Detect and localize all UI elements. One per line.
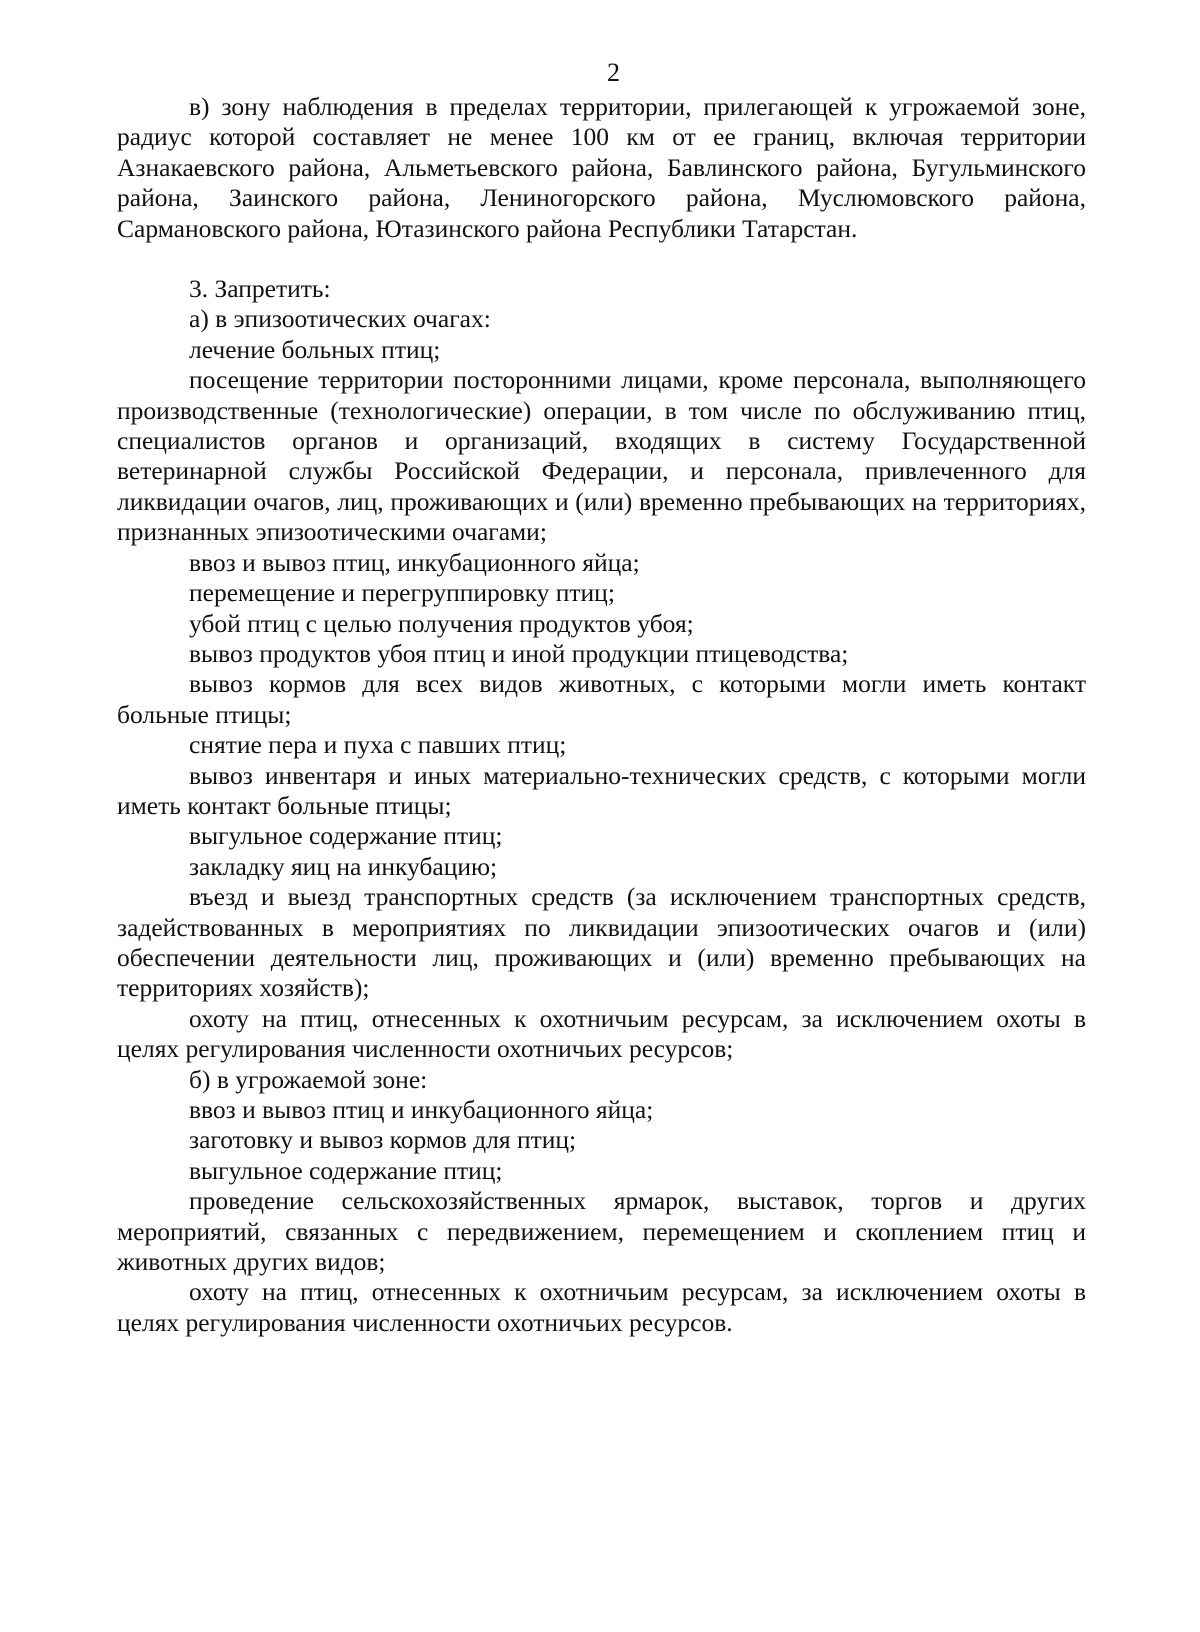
list-item: въезд и выезд транспортных средств (за исключением транспортных средств, задействованных в мероприятиях по ликвидации эпизоотических очагов и (или) обеспечении деятельности лиц, проживающих и (или) временно пребывающих на территориях хозяйств); [117,882,1086,1003]
list-item: вывоз кормов для всех видов животных, с которыми могли иметь контакт больные птицы; [117,669,1086,729]
paragraph-gap [117,244,1086,274]
list-item: проведение сельскохозяйственных ярмарок, выставок, торгов и других мероприятий, связанных с передвижением, перемещением и скоплением птиц и животных других видов; [117,1186,1086,1277]
list-item: выгульное содержание птиц; [189,821,503,851]
list-item: вывоз инвентаря и иных материально-технических средств, с которыми могли иметь контакт больные птицы; [117,760,1086,820]
subsection-heading-foci: а) в эпизоотических очагах: [189,304,491,334]
list-item: охоту на птиц, отнесенных к охотничьим ресурсам, за исключением охоты в целях регулирования численности охотничьих ресурсов; [117,1003,1086,1064]
subsection-heading-threatened-zone: б) в угрожаемой зоне: [189,1064,428,1094]
list-item: вывоз продуктов убоя птиц и иной продукции птицеводства; [189,638,849,668]
list-item: заготовку и вывоз кормов для птиц; [189,1125,577,1155]
paragraph-observation-zone: в) зону наблюдения в пределах территории, прилегающей к угрожаемой зоне, радиус которой составляет не менее 100 км от ее границ, включая территории Азнакаевского района, Альметьевского района, Бавлинского района, Бугульминского района, Заинского района, Лениногорского района, Муслюмовского района, Сармановского района, Ютазинского района Республики Татарстан. [117,92,1086,243]
list-item: убой птиц с целью получения продуктов убоя; [189,608,694,638]
page-number: 2 [607,58,620,87]
list-item: лечение больных птиц; [189,334,441,364]
list-item: ввоз и вывоз птиц, инкубационного яйца; [189,547,640,577]
document-body [117,92,1086,1338]
list-item: ввоз и вывоз птиц и инкубационного яйца; [189,1095,654,1124]
list-item: снятие пера и пуха с павших птиц; [189,730,567,760]
list-item: охоту на птиц, отнесенных к охотничьим ресурсам, за исключением охоты в целях регулирования численности охотничьих ресурсов. [117,1277,1086,1337]
section-heading-prohibit: 3. Запретить: [189,274,331,304]
list-item: закладку яиц на инкубацию; [189,851,498,881]
list-item: выгульное содержание птиц; [189,1155,503,1185]
list-item: перемещение и перегруппировку птиц; [189,578,615,608]
list-item: посещение территории посторонними лицами, кроме персонала, выполняющего производственные (технологические) операции, в том числе по обслуживанию птиц, специалистов органов и организаций, входящих в систему Государственной ветеринарной службы Российской Федерации, и персонала, привлеченного для ликвидации очагов, лиц, проживающих и (или) временно пребывающих на территориях, признанных эпизоотическими очагами; [117,365,1086,547]
